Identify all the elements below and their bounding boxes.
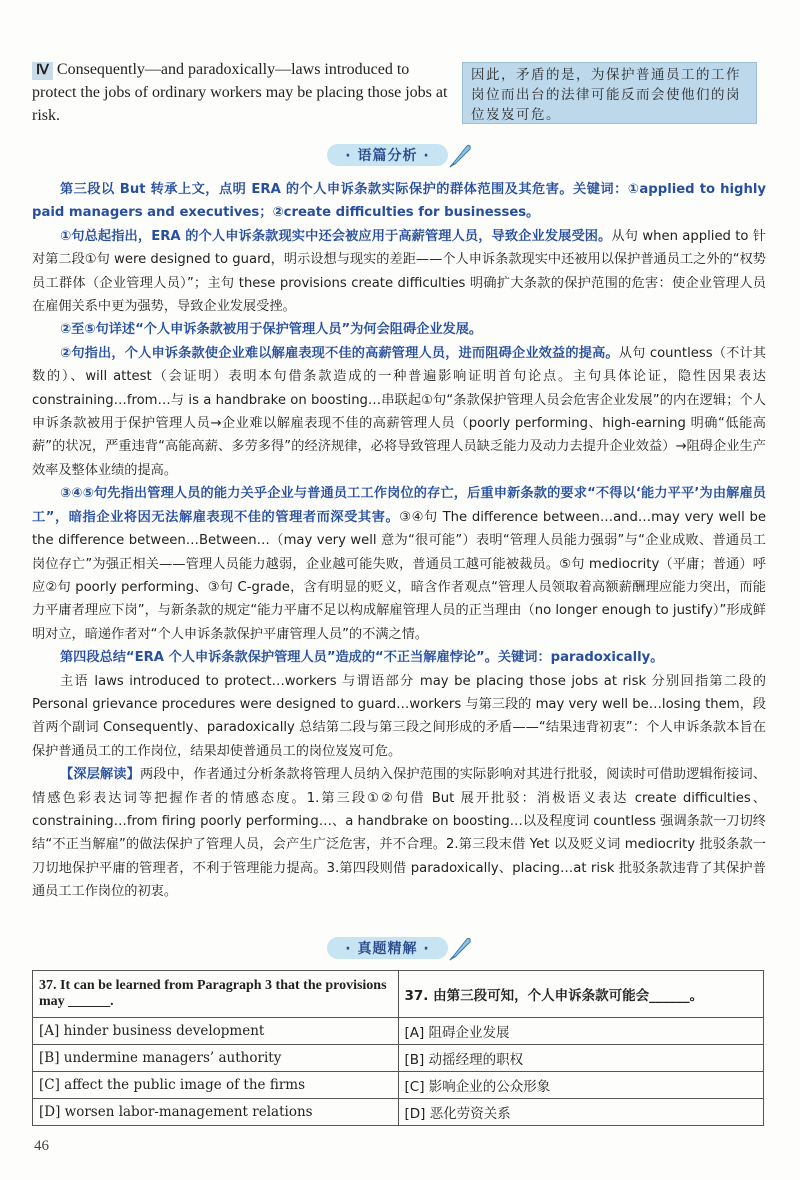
analysis-p5: ③④⑤句先指出管理人员的能力关乎企业与普通员工工作岗位的存亡，后重申新条款的要求“不得以‘能力平平’为由解雇员工”，暗指企业将因无法解雇表现不佳的管理者而深受其害。③④句 The difference between…and…may very well be the difference between…Between…（may very well 意为“很可能”）表明“管理人员能力强弱”与“企业成败、普通员工岗位存亡”为强正相关——管理人员能力越弱，企业越可能失败，普通员工越可能被裁员。⑤句 mediocrity（平庸；普通）呼应②句 poorly performing、③句 C-grade，含有明显的贬义，暗含作者观点“管理人员领取着高额薪酬理应能力突出，而能力平庸者理应下岗”，与新条款的规定“能力平庸不足以构成解雇管理人员的正当理由（no longer enough to justify）”形成鲜明对立，暗递作者对“个人申诉条款保护平庸管理人员”的不满之情。 [32, 486, 766, 642]
section-title-analysis [0, 142, 800, 168]
paragraph-4-english [32, 58, 452, 127]
analysis-text [32, 178, 766, 904]
quill-icon [447, 935, 473, 961]
option-d-zh: [D] 恶化劳资关系 [398, 1099, 764, 1126]
option-b-zh: [B] 动摇经理的职权 [398, 1045, 764, 1072]
section-pill: · 语篇分析 · [327, 144, 447, 166]
question-stem-en: 37. It can be learned from Paragraph 3 that the provisions may ______. [33, 971, 399, 1018]
paragraph-4-text: Consequently—and paradoxically—laws introduced to protect the jobs of ordinary workers may be placing those jobs at risk. [32, 61, 448, 124]
option-row [33, 1045, 764, 1072]
question-stem-zh: 37. 由第三段可知，个人申诉条款可能会______。 [398, 971, 764, 1018]
analysis-p4: ②句指出，个人申诉条款使企业难以解雇表现不佳的高薪管理人员，进而阻碍企业效益的提高。从句 countless（不计其数的）、will attest（会证明）表明本句借条款造成的一种普遍影响证明首句论点。主句具体论证，隐性因果表达 constraining…from…与 is a handbrake on boosting…串联起①句“条款保护管理人员会危害企业发展”的内在逻辑；个人申诉条款被用于保护管理人员→企业难以解雇表现不佳的高薪管理人员（poorly performing、high-earning 明确“低能高薪”的状况，严重违背“高能高薪、多劳多得”的经济规律，必将导致管理人员缺乏能力及动力去提升企业效益）→阻碍企业生产效率及整体业绩的提高。 [32, 345, 766, 478]
analysis-p7: 主语 laws introduced to protect…workers 与谓语部分 may be placing those jobs at risk 分别回指第二段的 Personal grievance procedures were designed to guard…workers 与第三段的 may very well be…losing them，段首两个副词 Consequently、paradoxically 总结第二段与第三段之间形成的矛盾——“结果违背初衷”：个人申诉条款本旨在保护普通员工的工作岗位，结果却使普通员工的岗位岌岌可危。 [32, 673, 766, 759]
analysis-p1: 第三段以 But 转承上文，点明 ERA 的个人申诉条款实际保护的群体范围及其危害。关键词：①applied to highly paid managers and executives；②create difficulties for businesses。 [32, 182, 766, 221]
option-row [33, 1099, 764, 1126]
analysis-p3: ②至⑤句详述“个人申诉条款被用于保护管理人员”为何会阻碍企业发展。 [60, 322, 483, 338]
analysis-p8: 【深层解读】两段中，作者通过分析条款将管理人员纳入保护范围的实际影响对其进行批驳，阅读时可借助逻辑衔接词、情感色彩表达词等把握作者的情感态度。1.第三段①②句借 But 展开批驳：消极语义表达 create difficulties、constraining…from firing poorly performing…、a handbrake on boosting…以及程度词 countless 强调条款一刀切终结“不正当解雇”的做法保护了管理人员，会产生广泛危害，并不合理。2.第三段末借 Yet 以及贬义词 mediocrity 批驳条款一刀切地保护平庸的管理者，不利于管理能力提高。3.第四段则借 paradoxically、placing…at risk 批驳条款违背了其保护普通员工工作岗位的初衷。 [32, 767, 767, 900]
section-pill: · 真题精解 · [327, 937, 447, 959]
option-row [33, 1018, 764, 1045]
paragraph-4-translation: 因此，矛盾的是，为保护普通员工的工作岗位而出台的法律可能反而会使他们的岗位岌岌可危。 [462, 62, 757, 124]
option-b-en: [B] undermine managers’ authority [33, 1045, 399, 1072]
option-a-en: [A] hinder business development [33, 1018, 399, 1045]
question-stem-row [33, 971, 764, 1018]
analysis-p6: 第四段总结“ERA 个人申诉条款保护管理人员”造成的“不正当解雇悖论”。关键词：paradoxically。 [60, 650, 664, 666]
option-row [33, 1072, 764, 1099]
paragraph-4-block [32, 58, 762, 138]
option-d-en: [D] worsen labor-management relations [33, 1099, 399, 1126]
paragraph-numeral: Ⅳ [32, 62, 53, 80]
analysis-p2: ①句总起指出，ERA 的个人申诉条款现实中还会被应用于高薪管理人员，导致企业发展受困。从句 when applied to 针对第二段①句 were designed to guard，明示设想与现实的差距——个人申诉条款现实中还被用以保护普通员工之外的“权势员工群体（企业管理人员）”；主句 these provisions create difficulties 明确扩大条款的保护范围的危害：使企业管理人员在雇佣关系中更为强势，导致企业发展受挫。 [32, 228, 766, 315]
option-a-zh: [A] 阻碍企业发展 [398, 1018, 764, 1045]
quill-icon [447, 142, 473, 168]
question-table [32, 970, 764, 1126]
section-title-questions [0, 935, 800, 961]
option-c-en: [C] affect the public image of the firms [33, 1072, 399, 1099]
page-number: 46 [34, 1138, 49, 1154]
option-c-zh: [C] 影响企业的公众形象 [398, 1072, 764, 1099]
